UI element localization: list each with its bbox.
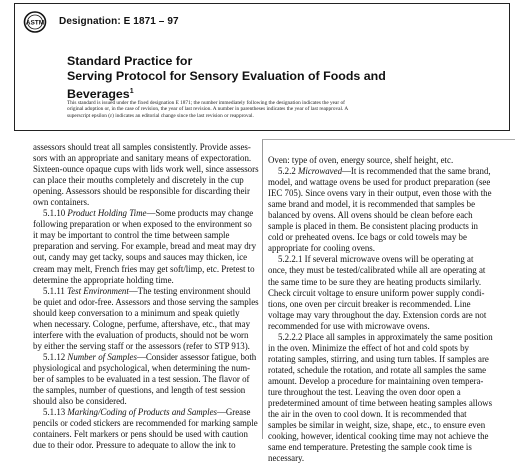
right-column-line: appropriate for cooling ovens. [268,243,375,254]
left-column-line: physiological and psychological, when determining the num- [33,362,251,373]
title-line-2: Serving Protocol for Sensory Evaluation of Foods and [67,69,386,83]
left-column-line: opening. Assessors should be responsible for discarding their [33,186,250,197]
left-column-line: the samples, number of questions, and length of test session [33,385,246,396]
left-column-line: pencils or coded stickers are recommended for marking sample [33,418,258,429]
right-column-line: same end temperature. Pretesting the sample cook time is [268,442,472,453]
designation: Designation: E 1871 – 97 [59,16,179,27]
right-column-line: once, they must be tested/calibrated while all are operating at [268,265,486,276]
left-column-line: Sixteen-ounce opaque cups with lids work well, since assessors [33,164,259,175]
issuance-footnote: This standard is issued under the fixed designation E 1871; the number immediately following the designation indicates the year of original adoption or, in the case of revision, the year of last revision. A number in parentheses indicates the year of last reapproval. A superscript epsilon (ε) indicates an editorial change since the last revision or reapproval. [67,100,349,119]
left-column-line: containers. Felt markers or pens should be used with caution [33,429,248,440]
left-column-line: 5.1.10 Product Holding Time—Some products may change [43,208,254,219]
right-column-line: Check circuit voltage to ensure uniform power supply condi- [268,287,485,298]
title-line-3: Beverages$^1$ [67,87,134,102]
right-text-column [268,155,506,464]
left-column-line: ber of samples to be evaluated in a test session. The flavor of [33,373,250,384]
left-text-column [33,142,268,451]
right-column-line: the same time to be sure they are heating products similarly. [268,276,482,287]
left-column-line: by either the serving staff or the assessors (refer to STP 913). [33,340,250,351]
left-column-line: can place their mouths completely and discretely in the cup [33,175,244,186]
right-column-line: rotated, schedule the rotation, and rotate all samples the same [268,364,487,375]
right-column-line: 5.2.2.2 Place all samples in approximately the same position [278,331,493,342]
right-column-line: 5.2.2.1 If several microwave ovens will be operating at [278,254,474,265]
left-column-line: sors with an appropriate and sanitary means of expectoration. [33,153,252,164]
left-column-line: following preparation or when exposed to the environment so [33,219,252,230]
left-column-line: determine the appropriate holding time. [33,274,174,285]
right-column-line: the air in the oven to cool down. It is recommended that [268,409,467,420]
right-column-line: Oven: type of oven, energy source, shelf height, etc. [268,155,454,165]
left-column-line: it may be important to control the time between sample [33,230,230,241]
right-column-line: 5.2.2 Microwaved—It is recommended that the same brand, [278,166,491,177]
left-column-line: assessors should treat all samples consistently. Provide asses- [33,142,251,152]
left-column-line: be quiet and odor-free. Assessors and those serving the samples [33,296,259,307]
left-column-line: when necessary. Cologne, perfume, aftershave, etc., that may [33,318,251,329]
right-column-line: samples be similar in weight, size, shape, etc., to ensure even [268,420,486,431]
standard-header-card [14,3,510,131]
left-column-line: 5.1.13 Marking/Coding of Products and Samples—Grease [43,407,251,418]
astm-logo-icon [23,11,47,33]
left-column-line: own containers. [33,197,90,208]
right-column-line: same brand and model, it is recommended that samples be [268,199,476,210]
right-column-line: cooking, however, identical cooking time may not achieve the [268,431,489,442]
right-column-line: tions, one oven per circuit breaker is recommended. Line [268,298,471,309]
left-column-line: 5.1.11 Test Environment—The testing environment should [43,285,251,296]
right-column-line: IEC 705). Since ovens vary in their output, even those with the [268,188,492,199]
right-column-line: model, and wattage ovens be used for product preparation (see [268,177,491,188]
right-column-line: amount. Develop a procedure for maintaining oven tempera- [268,375,484,386]
right-column-line: ture throughout the test. Leaving the oven door open a [268,386,461,397]
right-column-line: necessary. [268,453,305,464]
right-column-line: voltage may vary throughout the day. Extension cords are not [268,309,487,320]
left-column-line: cream may melt, French fries may get soft/limp, etc. Pretest to [33,263,255,274]
right-column-line: balanced by ovens. All ovens should be clean before each [268,210,473,221]
left-column-line: should keep conversation to a minimum and speak quietly [33,307,240,318]
right-column-line: in the oven. Minimize the effect of hot and cold spots by [268,342,469,353]
right-column-line: rotating samples, stirring, and using turn tables. If samples are [268,353,489,364]
svg-text:ASTM: ASTM [25,19,45,27]
title-line-1: Standard Practice for [67,54,193,68]
left-column-line: due to their odor. Pressure to adequate to allow the ink to [33,440,236,451]
left-column-line: should also be considered. [33,396,127,407]
right-column-line: predetermined amount of time between heating samples allows [268,398,493,409]
left-column-line: out, candy may get tacky, soups and sauces may thicken, ice [33,252,248,263]
right-column-line: recommended for use with microwave ovens. [268,320,430,331]
standard-title [67,54,487,102]
left-column-line: 5.1.12 Number of Samples—Consider assessor fatigue, both [43,351,257,362]
left-column-line: interfere with the evaluation of products, should not be worn [33,329,249,340]
right-column-line: cold or preheated ovens. Ice bags or cold towels may be [268,232,467,243]
left-column-line: preparation and serving. For example, bread and meat may dry [33,241,257,252]
right-column-line: sample is placed in them. Be consistent placing products in [268,221,478,232]
